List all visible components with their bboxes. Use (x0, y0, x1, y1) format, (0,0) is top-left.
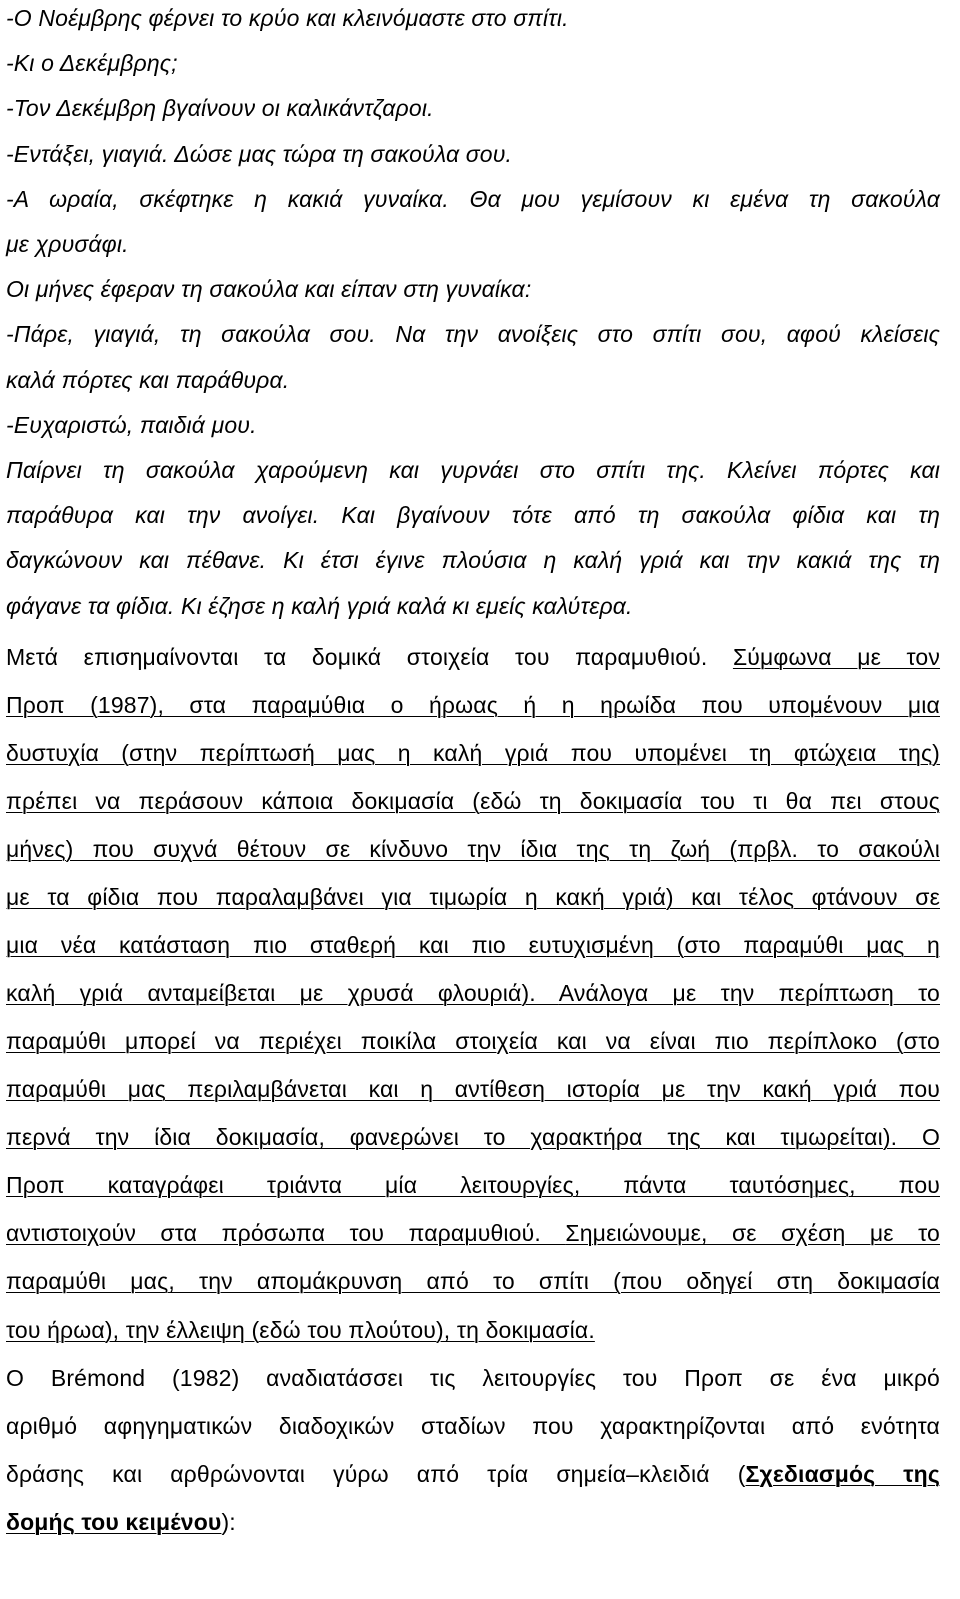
analysis-line: του ήρωα), την έλλειψη (εδώ του πλούτου), τη δοκιμασία. (6, 1316, 595, 1343)
analysis-line: παραμύθι μπορεί να περιέχει ποικίλα στοιχεία και να είναι πιο περίπλοκο (στο (6, 1028, 940, 1055)
analysis-paragraph (6, 633, 940, 1546)
narration-line: φάγανε τα φίδια. Κι έζησε η καλή γριά καλά κι εμείς καλύτερα. (6, 592, 633, 619)
document-page (6, 0, 940, 1546)
dialogue-line: -Πάρε, γιαγιά, τη σακούλα σου. Να την ανοίξεις στο σπίτι σου, αφού κλείσεις (6, 321, 940, 348)
underlined-text: καλή γριά ανταμείβεται με χρυσά φλουριά). (6, 980, 559, 1007)
dialogue-line: -Εντάξει, γιαγιά. Δώσε μας τώρα τη σακούλα σου. (6, 140, 513, 167)
analysis-text: δράσης και αρθρώνονται γύρω από τρία σημεία–κλειδιά ( (6, 1460, 746, 1487)
dialogue-line: -Κι ο Δεκέμβρης; (6, 50, 178, 77)
analysis-line: πρέπει να περάσουν κάποια δοκιμασία (εδώ τη δοκιμασία του τι θα πει στους (6, 787, 940, 814)
analysis-line: παραμύθι μας, την απομάκρυνση από το σπίτι (που οδηγεί στη δοκιμασία (6, 1268, 940, 1295)
analysis-line (6, 1209, 940, 1257)
analysis-line: μια νέα κατάσταση πιο σταθερή και πιο ευτυχισμένη (στο παραμύθι μας η (6, 932, 940, 959)
analysis-line: Προπ (1987), στα παραμύθια ο ήρωας ή η ηρωίδα που υπομένουν μια (6, 691, 940, 718)
narration-line: Παίρνει τη σακούλα χαρούμενη και γυρνάει στο σπίτι της. Κλείνει πόρτες και (6, 457, 940, 484)
dialogue-line: -Τον Δεκέμβρη βγαίνουν οι καλικάντζαροι. (6, 95, 434, 122)
analysis-line: Προπ καταγράφει τριάντα μία λειτουργίες, πάντα ταυτόσημες, που (6, 1172, 940, 1199)
dialogue-line: -Ο Νοέμβρης φέρνει το κρύο και κλεινόμαστε στο σπίτι. (6, 5, 569, 31)
analysis-line: Ο Brémond (1982) αναδιατάσσει τις λειτουργίες του Προπ σε ένα μικρό (6, 1364, 940, 1391)
analysis-line: μήνες) που συχνά θέτουν σε κίνδυνο την ίδια της τη ζωή (πρβλ. το σακούλι (6, 836, 940, 863)
analysis-line (6, 1450, 940, 1498)
analysis-text: Μετά επισημαίνονται τα δομικά στοιχεία του παραμυθιού. (6, 643, 733, 670)
analysis-text: ): (221, 1508, 236, 1535)
analysis-line: περνά την ίδια δοκιμασία, φανερώνει το χαρακτήρα της και τιμωρείται). Ο (6, 1124, 940, 1151)
emphasized-text: Σχεδιασμός της (745, 1460, 940, 1487)
analysis-line: δυστυχία (στην περίπτωσή μας η καλή γριά που υπομένει τη φτώχεια της) (6, 739, 940, 766)
underlined-text: Σημειώνουμε, σε σχέση με το (565, 1220, 940, 1247)
dialogue-line: καλά πόρτες και παράθυρα. (6, 366, 290, 393)
analysis-line (6, 633, 940, 681)
dialogue-line: -Α ωραία, σκέφτηκε η κακιά γυναίκα. Θα μου γεμίσουν κι εμένα τη σακούλα (6, 185, 940, 212)
narration-line: δαγκώνουν και πέθανε. Κι έτσι έγινε πλούσια η καλή γριά και την κακιά της τη (6, 547, 940, 574)
narration-line: παράθυρα και την ανοίγει. Και βγαίνουν τότε από τη σακούλα φίδια και τη (6, 502, 940, 529)
narration-line: Οι μήνες έφεραν τη σακούλα και είπαν στη γυναίκα: (6, 276, 532, 303)
underlined-text: Σύμφωνα με τον (732, 643, 941, 670)
analysis-line: παραμύθι μας περιλαμβάνεται και η αντίθεση ιστορία με την κακή γριά που (6, 1076, 940, 1103)
analysis-line: αριθμό αφηγηματικών διαδοχικών σταδίων που χαρακτηρίζονται από ενότητα (6, 1412, 940, 1439)
analysis-line (6, 969, 940, 1017)
analysis-line (6, 1498, 940, 1546)
folk-tale-excerpt (6, 0, 940, 629)
underlined-text: Ανάλογα με την περίπτωση το (558, 980, 940, 1007)
dialogue-line: με χρυσάφι. (6, 231, 129, 258)
underlined-text: αντιστοιχούν στα πρόσωπα του παραμυθιού. (6, 1220, 566, 1247)
emphasized-text: δομής του κειμένου (6, 1508, 222, 1535)
analysis-line: με τα φίδια που παραλαμβάνει για τιμωρία η κακή γριά) και τέλος φτάνουν σε (6, 884, 940, 911)
dialogue-line: -Ευχαριστώ, παιδιά μου. (6, 411, 257, 438)
